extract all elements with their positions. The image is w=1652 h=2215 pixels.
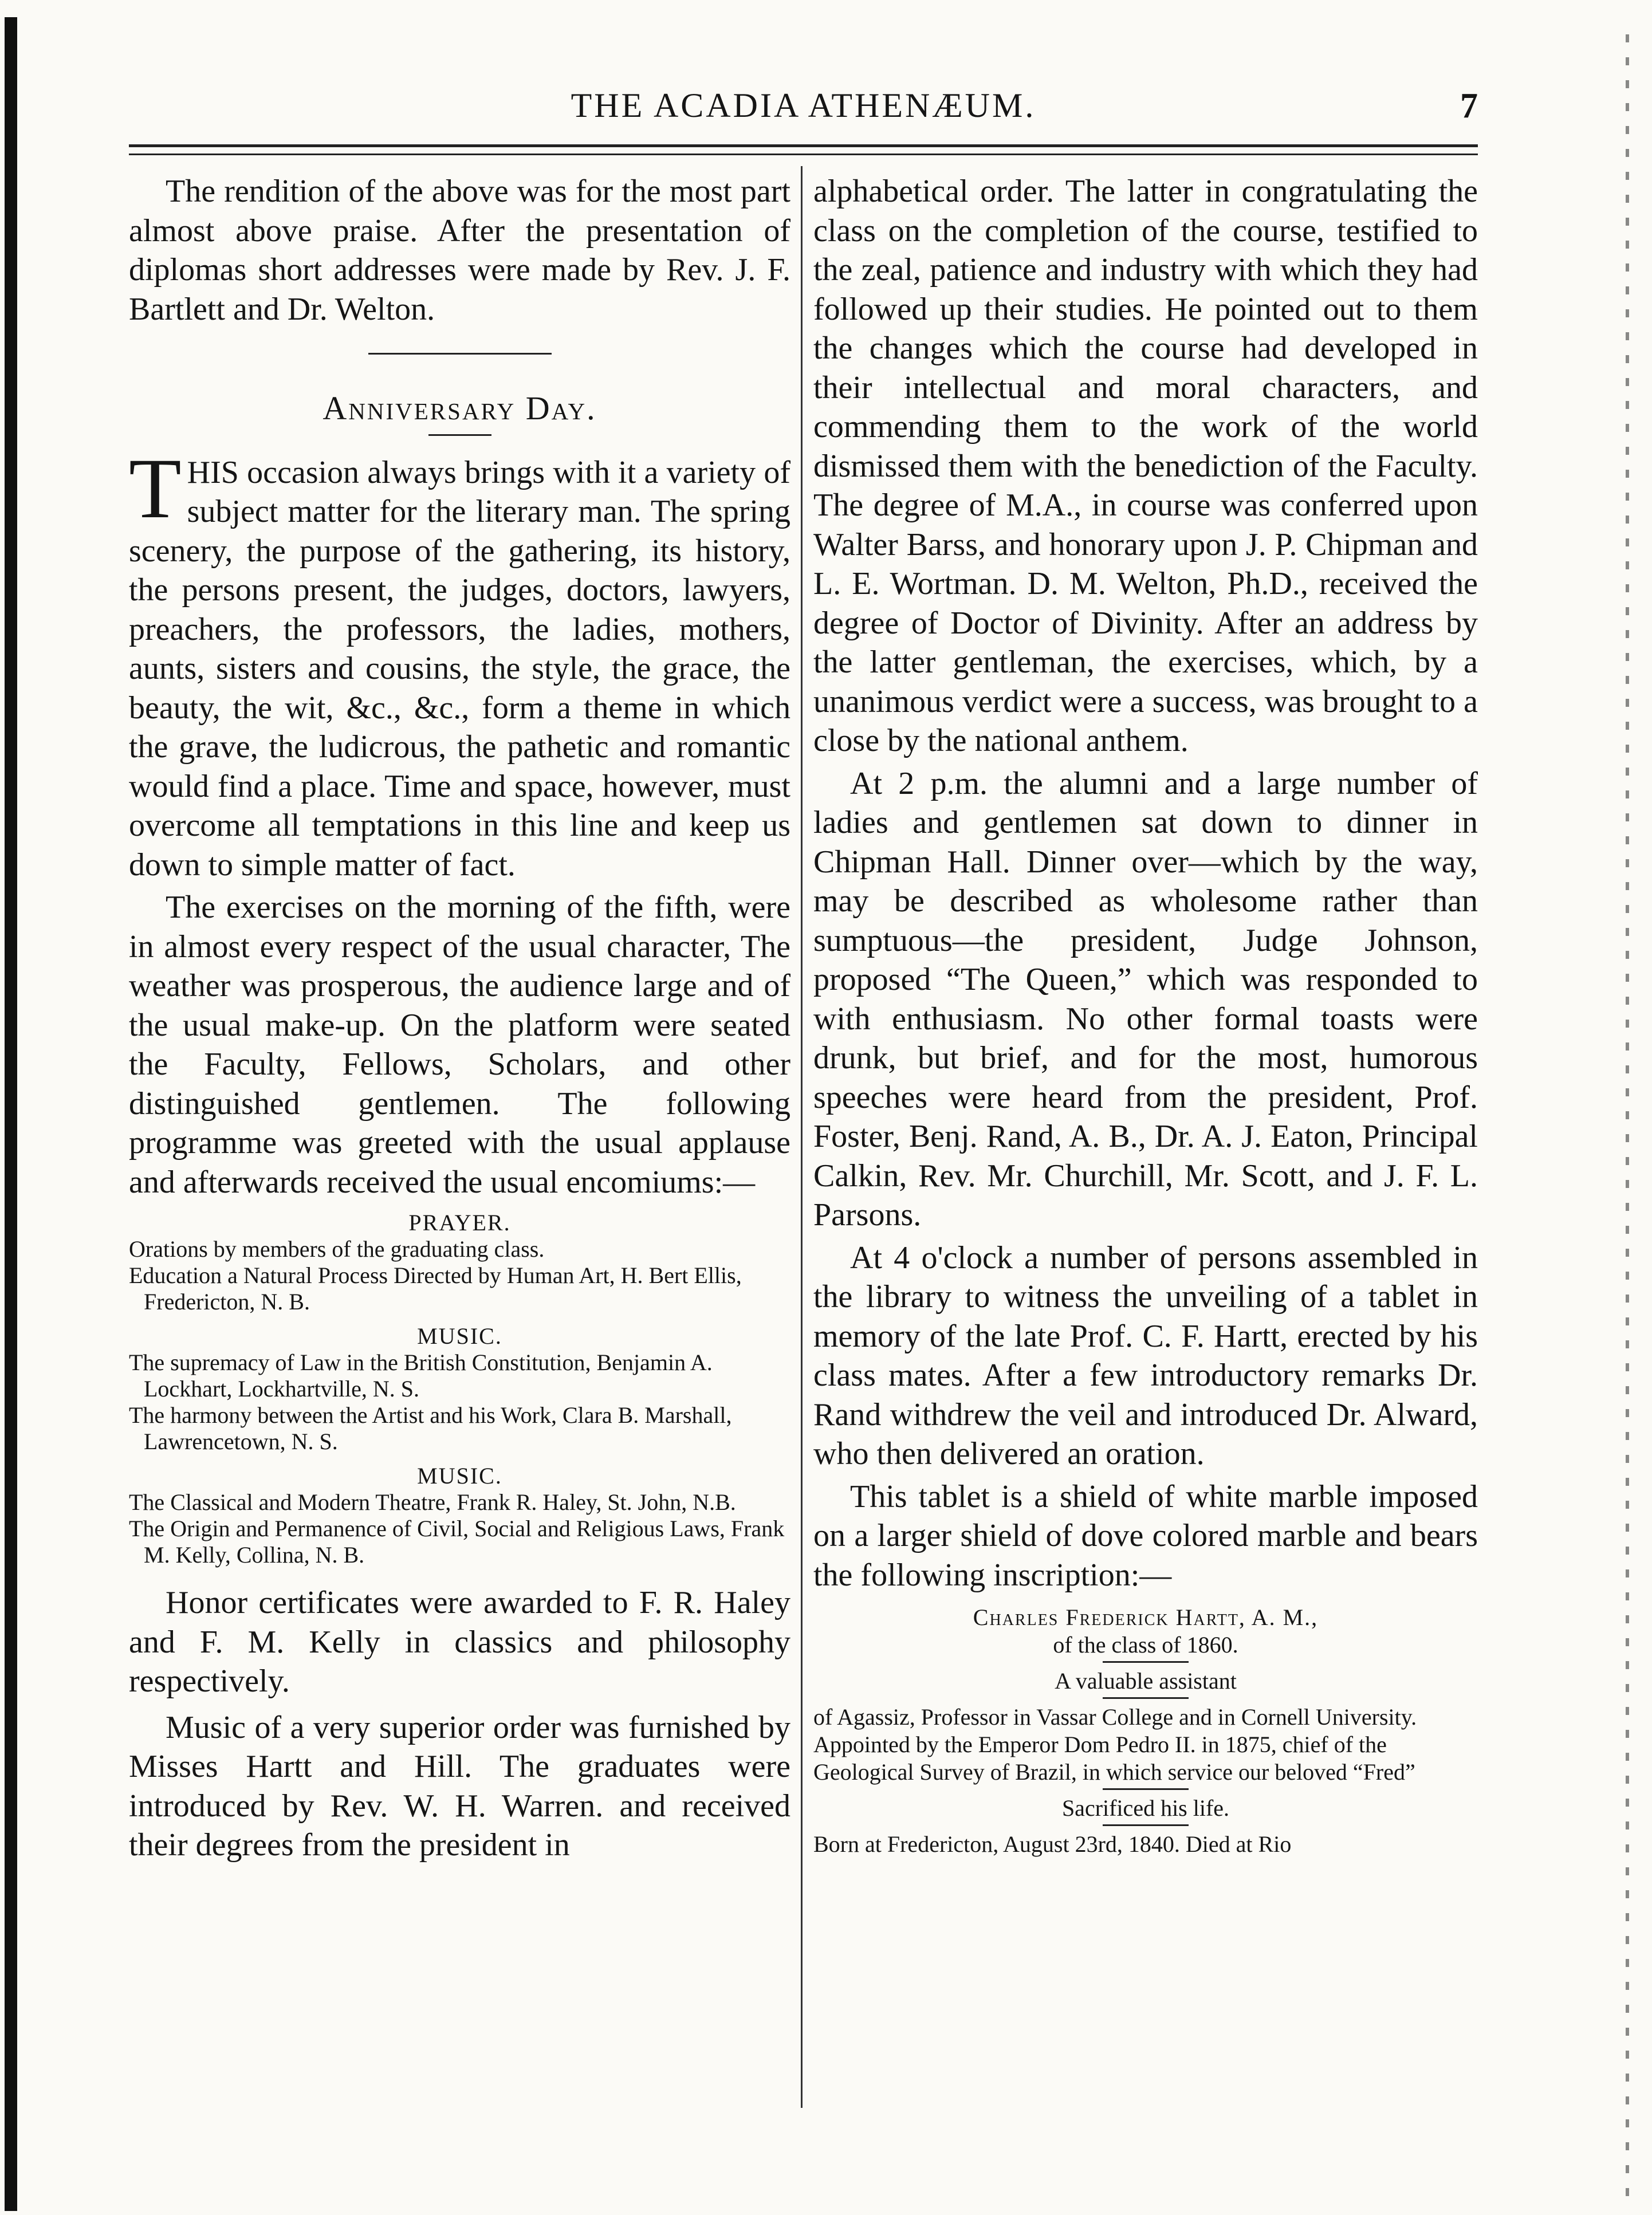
section-separator xyxy=(368,353,552,355)
programme-heading: MUSIC. xyxy=(417,1323,502,1349)
programme-item: Orations by members of the graduating class. xyxy=(129,1236,545,1262)
programme-heading: PRAYER. xyxy=(408,1210,511,1236)
programme-item: The supremacy of Law in the British Constitution, Benjamin A. Lockhart, Lockhartville, N. S. xyxy=(129,1350,713,1402)
header-rule-secondary xyxy=(129,154,1478,155)
paragraph: The exercises on the morning of the fifth, were in almost every respect of the usual character, The weather was prosperous, the audience large and of the usual make-up. On the platform were seated the Faculty, Fellows, Scholars, and other distinguished gentlemen. The following programme was greeted with the usual applause and afterwards received the usual encomiums:— xyxy=(129,890,790,1200)
inscription-body: of Agassiz, Professor in Vassar College and in Cornell University. Appointed by the Emperor Dom Pedro II. in 1875, chief of the Geological Survey of Brazil, in which service our beloved “Fred” xyxy=(813,1704,1417,1785)
programme-heading: MUSIC. xyxy=(417,1463,502,1489)
inscription-rule xyxy=(1103,1697,1189,1699)
paragraph: alphabetical order. The latter in congratulating the class on the completion of the course, testified to the zeal, patience and industry with which they had followed up their studies. He pointed out to them the changes which the course had developed in their intellectual and moral characters, and commending them to the work of the world dismissed them with the benediction of the Faculty. The degree of M.A., in course was conferred upon Walter Barss, and honorary upon J. P. Chipman and L. E. Wortman. D. M. Welton, Ph.D., received the degree of Doctor of Divinity. After an address by the latter gentleman, the exercises, which, by a unanimous verdict were a success, was brought to a close by the national anthem. xyxy=(813,174,1478,758)
header-rule xyxy=(129,144,1478,147)
page-number: 7 xyxy=(1460,86,1478,125)
inscription-name: Charles Frederick Hartt, A. M., xyxy=(973,1604,1319,1630)
paragraph-text: HIS occasion always brings with it a variety of subject matter for the literary man. The spring scenery, the purpose of the gathering, its history, the persons present, the judges, doctors, lawyers, preachers, the professors, the ladies, mothers, aunts, sisters and cousins, the style, the grace, the beauty, the wit, &c., &c., form a theme in which the grave, the ludicrous, the pathetic and romantic would find a place. Time and space, however, must overcome all temptations in this line and keep us down to simple matter of fact. xyxy=(129,454,790,883)
running-title: THE ACADIA ATHENÆUM. xyxy=(571,86,1036,124)
left-column xyxy=(129,172,790,2154)
paragraph: Music of a very superior order was furnished by Misses Hartt and Hill. The graduates were introduced by Rev. W. H. Warren. and received their degrees from the president in xyxy=(129,1709,790,1863)
paragraph: At 2 p.m. the alumni and a large number of ladies and gentlemen sat down to dinner in Chipman Hall. Dinner over—which by the way, may be described as wholesome rather than sumptuous—the president, Judge Johnson, proposed “The Queen,” which was responded to with enthusiasm. No other formal toasts were drunk, but brief, and for the most, humorous speeches were heard from the president, Prof. Foster, Benj. Rand, A. B., Dr. A. J. Eaton, Principal Calkin, Rev. Mr. Churchill, Mr. Scott, and J. F. L. Parsons. xyxy=(813,765,1478,1233)
paragraph: This tablet is a shield of white marble imposed on a larger shield of dove colored marble and bears the following inscription:— xyxy=(813,1478,1478,1593)
paragraph: Honor certificates were awarded to F. R. Haley and F. M. Kelly in classics and philosophy respectively. xyxy=(129,1585,790,1699)
programme xyxy=(129,1210,790,1568)
page-header xyxy=(129,86,1478,132)
page-edge-binding xyxy=(1626,34,1629,2200)
inscription-rule xyxy=(1103,1824,1189,1826)
paragraph: The rendition of the above was for the most part almost above praise. After the presentation of diplomas short addresses were made by Rev. J. F. Bartlett and Dr. Welton. xyxy=(129,174,790,327)
inscription xyxy=(813,1604,1478,1858)
inscription-rule xyxy=(1103,1788,1189,1790)
column-divider xyxy=(801,166,803,2108)
inscription-class: of the class of 1860. xyxy=(1053,1632,1238,1658)
programme-item: The Origin and Permanence of Civil, Social and Religious Laws, Frank M. Kelly, Collina, N. B. xyxy=(129,1516,785,1568)
programme-item: Education a Natural Process Directed by Human Art, H. Bert Ellis, Fredericton, N. B. xyxy=(129,1262,742,1315)
heading-rule xyxy=(428,434,491,436)
inscription-sacrificed: Sacrificed his life. xyxy=(1061,1795,1230,1821)
right-column xyxy=(813,172,1478,2154)
section-heading: Anniversary Day. xyxy=(322,390,597,427)
drop-cap: T xyxy=(129,440,182,536)
paragraph-with-dropcap xyxy=(129,440,790,885)
paragraph: At 4 o'clock a number of persons assembled in the library to witness the unveiling of a tablet in memory of the late Prof. C. F. Hartt, erected by his class mates. After a few introductory remarks Dr. Rand withdrew the veil and introduced Dr. Alward, who then delivered an oration. xyxy=(813,1240,1478,1472)
inscription-rule xyxy=(1103,1661,1189,1663)
page-edge-shadow xyxy=(5,17,17,2211)
inscription-assistant: A valuable assistant xyxy=(1055,1668,1237,1694)
inscription-born: Born at Fredericton, August 23rd, 1840. Died at Rio xyxy=(813,1831,1292,1857)
programme-item: The Classical and Modern Theatre, Frank R. Haley, St. John, N.B. xyxy=(129,1489,736,1515)
programme-item: The harmony between the Artist and his Work, Clara B. Marshall, Lawrencetown, N. S. xyxy=(129,1402,732,1454)
